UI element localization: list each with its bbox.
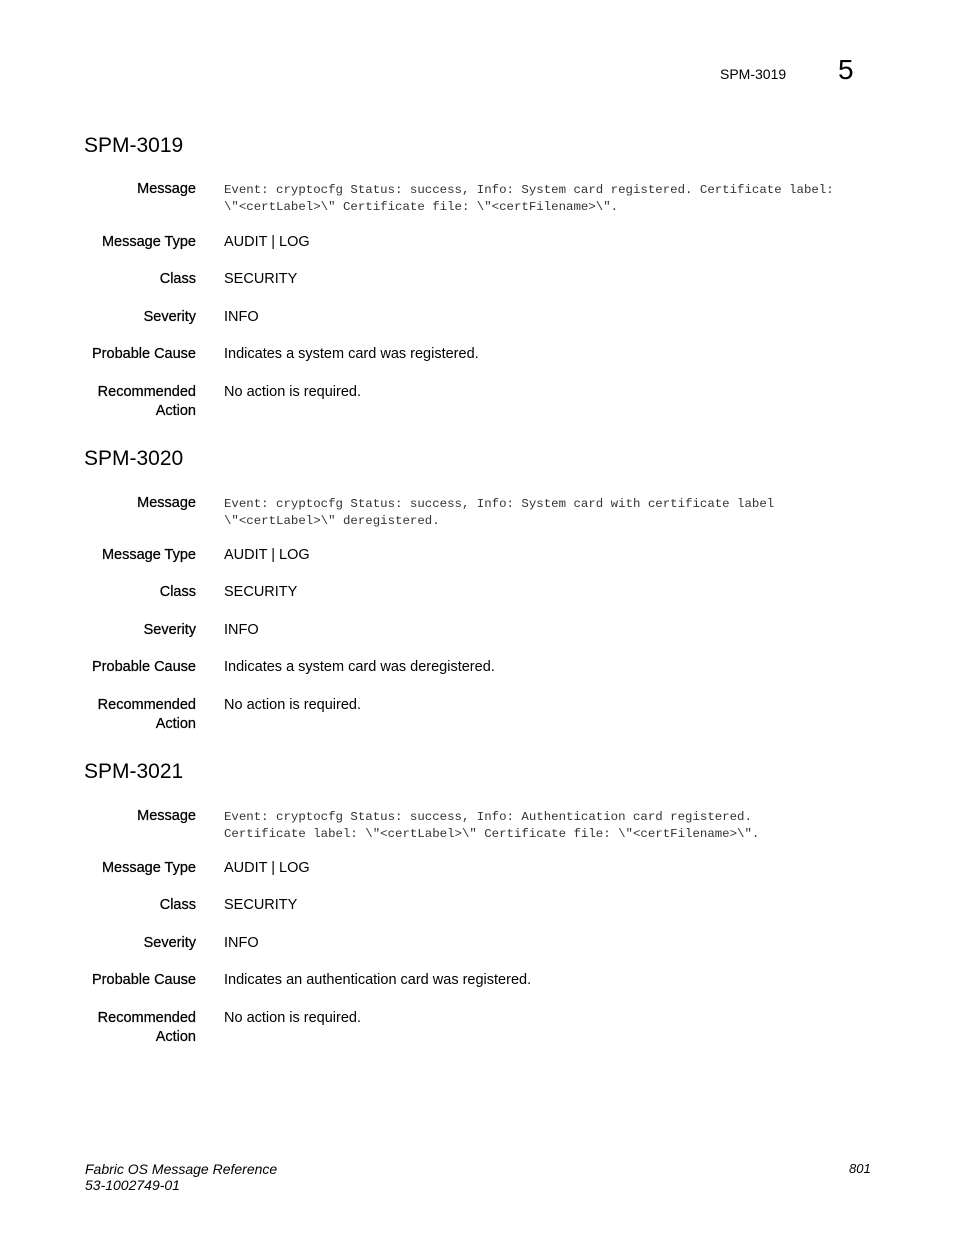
message-type-value: AUDIT | LOG [224, 547, 310, 563]
message-text [224, 809, 759, 842]
probable-cause-value: Indicates an authentication card was registered. [224, 972, 532, 988]
recommended-label-line-2: Action [155, 716, 196, 732]
chapter-number: 5 [838, 54, 854, 85]
message-type-label: Message Type [101, 860, 196, 876]
probable-cause-label: Probable Cause [92, 346, 196, 362]
message-line-2: Certificate label: \"<certLabel>\" Certificate file: \"<certFilename>\". [224, 826, 760, 841]
message-label: Message [137, 495, 196, 511]
class-label: Class [159, 897, 196, 913]
footer-doc-number: 53-1002749-01 [85, 1177, 180, 1193]
recommended-action-value: No action is required. [224, 697, 362, 713]
probable-cause-label: Probable Cause [92, 972, 196, 988]
recommended-label-line-1: Recommended [97, 1010, 196, 1026]
message-type-value: AUDIT | LOG [224, 860, 310, 876]
severity-label: Severity [143, 622, 196, 638]
footer-doc-title: Fabric OS Message Reference [85, 1161, 278, 1177]
message-line-1: Event: cryptocfg Status: success, Info: System card with certificate label [224, 497, 775, 511]
message-line-2: \"<certLabel>\" deregistered. [224, 513, 440, 528]
message-label: Message [137, 181, 196, 197]
message-line-2: \"<certLabel>\" Certificate file: \"<certFilename>\". [224, 199, 619, 214]
message-type-value: AUDIT | LOG [224, 234, 310, 250]
message-text [224, 182, 834, 215]
recommended-label-line-1: Recommended [97, 384, 196, 400]
probable-cause-value: Indicates a system card was registered. [224, 346, 479, 362]
recommended-action-label [66, 1009, 196, 1047]
class-label: Class [159, 584, 196, 600]
running-head: SPM-3019 [720, 66, 787, 82]
recommended-label-line-1: Recommended [97, 697, 196, 713]
severity-value: INFO [224, 622, 259, 638]
recommended-action-value: No action is required. [224, 1010, 362, 1026]
message-label: Message [137, 808, 196, 824]
entry-title: SPM-3020 [84, 447, 184, 470]
probable-cause-value: Indicates a system card was deregistered. [224, 659, 495, 675]
message-line-1: Event: cryptocfg Status: success, Info: Authentication card registered. [224, 810, 752, 824]
recommended-action-value: No action is required. [224, 384, 362, 400]
footer-document-info [85, 1161, 277, 1193]
severity-value: INFO [224, 309, 259, 325]
entry-title: SPM-3021 [84, 760, 184, 783]
message-type-label: Message Type [101, 547, 196, 563]
message-text [224, 496, 774, 529]
footer-page-number: 801 [849, 1161, 871, 1176]
recommended-label-line-2: Action [155, 403, 196, 419]
entry-title: SPM-3019 [84, 134, 184, 157]
message-line-1: Event: cryptocfg Status: success, Info: System card registered. Certificate label: [224, 183, 834, 197]
severity-value: INFO [224, 935, 259, 951]
class-value: SECURITY [224, 271, 298, 287]
probable-cause-label: Probable Cause [92, 659, 196, 675]
recommended-action-label [66, 696, 196, 734]
class-value: SECURITY [224, 897, 298, 913]
severity-label: Severity [143, 309, 196, 325]
recommended-label-line-2: Action [155, 1029, 196, 1045]
severity-label: Severity [143, 935, 196, 951]
class-value: SECURITY [224, 584, 298, 600]
message-type-label: Message Type [101, 234, 196, 250]
class-label: Class [159, 271, 196, 287]
recommended-action-label [66, 383, 196, 421]
